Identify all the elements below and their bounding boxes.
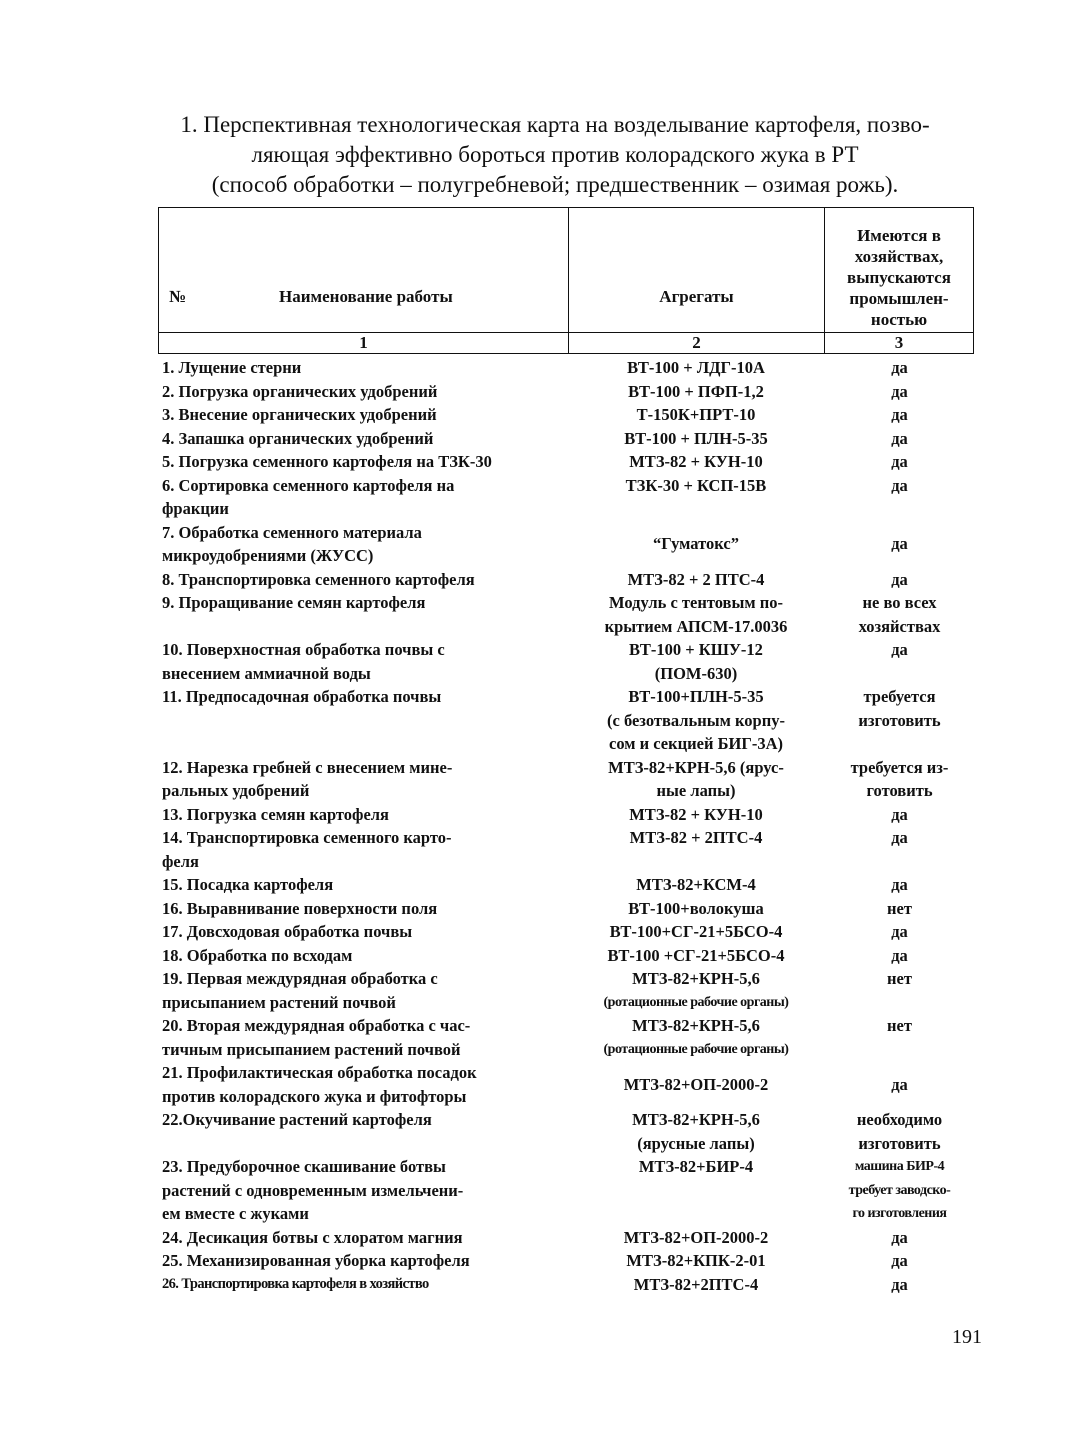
work-name-line: 24. Десикация ботвы с хлоратом магния xyxy=(162,1227,463,1247)
aggregate xyxy=(565,427,827,451)
availability-line: да xyxy=(891,828,908,847)
availability xyxy=(827,897,972,921)
availability-line: да xyxy=(891,945,908,965)
work-name xyxy=(160,1249,565,1273)
work-name-line: 17. Довсходовая обработка почвы xyxy=(162,922,413,941)
availability xyxy=(827,474,972,521)
work-name-line: 4. Запашка органических удобрений xyxy=(162,428,434,448)
work-name-line: 3. Внесение органических удобрений xyxy=(162,405,437,424)
availability xyxy=(827,685,972,756)
availability xyxy=(827,873,972,897)
aggregate xyxy=(565,380,827,404)
availability xyxy=(827,532,972,556)
availability xyxy=(827,1014,972,1061)
aggregate-line: ВТ-100 +СГ-21+5БСО-4 xyxy=(607,945,785,965)
availability-line: изготовить xyxy=(858,1133,941,1153)
availability-line: да xyxy=(891,804,908,824)
availability-line: да xyxy=(891,475,908,495)
availability-line: да xyxy=(891,640,908,659)
availability-line: хозяйствах xyxy=(858,616,941,636)
aggregate-line: Т-150К+ПРТ-10 xyxy=(636,405,756,424)
table-row xyxy=(160,521,972,568)
aggregate xyxy=(565,403,827,427)
header-number: № xyxy=(169,286,187,306)
column-number-1: 1 xyxy=(159,332,569,353)
aggregate xyxy=(565,1273,827,1297)
availability xyxy=(827,427,972,451)
availability xyxy=(827,1073,972,1097)
availability xyxy=(827,756,972,803)
header-available-line: Имеются в xyxy=(857,225,941,245)
availability-line: да xyxy=(891,428,908,448)
availability xyxy=(827,450,972,474)
work-name-line: присыпанием растений почвой xyxy=(162,992,396,1012)
work-name xyxy=(160,356,565,380)
work-name xyxy=(160,803,565,827)
availability-line: да xyxy=(891,381,908,401)
availability-line: требует заводско- xyxy=(848,1182,951,1198)
work-name-line: внесением аммиачной воды xyxy=(162,663,371,683)
work-name-line: 19. Первая междурядная обработка с xyxy=(162,969,438,988)
table-row xyxy=(160,685,972,756)
availability-line: требуется xyxy=(863,687,936,706)
availability xyxy=(827,356,972,380)
work-name xyxy=(160,967,565,1014)
header-aggregates-cell xyxy=(569,208,825,333)
availability-line: да xyxy=(891,1227,908,1247)
aggregate xyxy=(565,474,827,521)
header-available-line: ностью xyxy=(870,309,928,329)
header-available-line: выпускаются xyxy=(847,267,951,287)
aggregate-line: МТЗ-82+КРН-5,6 (ярус- xyxy=(608,757,784,777)
title-line-1: 1. Перспективная технологическая карта на возделывание картофеля, позво- xyxy=(180,112,930,137)
work-name xyxy=(160,1226,565,1250)
work-name xyxy=(160,380,565,404)
aggregate-line: МТЗ-82 + КУН-10 xyxy=(629,804,763,824)
work-name xyxy=(160,1014,565,1061)
work-name xyxy=(160,450,565,474)
work-name-line: 10. Поверхностная обработка почвы с xyxy=(162,640,445,659)
aggregate xyxy=(565,1155,827,1226)
availability xyxy=(827,826,972,873)
availability xyxy=(827,803,972,827)
table-row xyxy=(160,450,972,474)
aggregate xyxy=(565,826,827,873)
availability-line: нет xyxy=(887,969,912,988)
availability-line: нет xyxy=(887,898,912,918)
availability-line: да xyxy=(891,1251,908,1270)
work-name xyxy=(160,897,565,921)
availability-line: да xyxy=(891,569,908,589)
availability xyxy=(827,944,972,968)
aggregate-line: ные лапы) xyxy=(656,781,736,800)
aggregate xyxy=(565,897,827,921)
aggregate-line: ВТ-100 + ПЛН-5-35 xyxy=(624,428,768,448)
aggregate xyxy=(565,920,827,944)
availability-line: машина БИР-4 xyxy=(854,1159,945,1174)
table-row xyxy=(160,756,972,803)
availability-line: да xyxy=(891,405,908,424)
aggregate-line: ВТ-100 + КШУ-12 xyxy=(629,640,763,659)
aggregate-line: крытием АПСМ-17.0036 xyxy=(604,616,788,636)
title-line-3: (способ обработки – полугребневой; предшественник – озимая рожь). xyxy=(211,172,899,197)
work-name-line: 16. Выравнивание поверхности поля xyxy=(162,898,438,918)
work-name xyxy=(160,474,565,521)
availability-line: изготовить xyxy=(858,710,941,730)
table-header xyxy=(158,207,974,354)
aggregate-line: МТЗ-82 + 2 ПТС-4 xyxy=(627,569,765,589)
aggregate xyxy=(565,1073,827,1097)
header-available-cell xyxy=(825,208,974,333)
availability xyxy=(827,1226,972,1250)
table-row xyxy=(160,568,972,592)
table-row xyxy=(160,944,972,968)
work-name-line: 22.Окучивание растений картофеля xyxy=(162,1110,432,1129)
table-row xyxy=(160,803,972,827)
table-row xyxy=(160,474,972,521)
availability-line: да xyxy=(891,1074,908,1094)
work-name xyxy=(160,920,565,944)
work-name xyxy=(160,1273,565,1297)
aggregate xyxy=(565,532,827,556)
availability-line: го изготовления xyxy=(852,1206,947,1221)
table-row xyxy=(160,380,972,404)
aggregate xyxy=(565,638,827,685)
availability-line: да xyxy=(891,922,908,941)
table-row xyxy=(160,591,972,638)
availability-line: да xyxy=(891,452,908,471)
work-name-line: 13. Погрузка семян картофеля xyxy=(162,804,389,824)
availability-line: необходимо xyxy=(856,1110,943,1129)
work-name xyxy=(160,638,565,685)
availability xyxy=(827,1155,972,1226)
aggregate-line: МТЗ-82+2ПТС-4 xyxy=(633,1274,759,1294)
table-row xyxy=(160,1249,972,1273)
availability xyxy=(827,568,972,592)
work-name-line: ем вместе с жуками xyxy=(162,1204,309,1223)
work-name-line: ральных удобрений xyxy=(162,781,310,800)
aggregate xyxy=(565,685,827,756)
work-name-line: против колорадского жука и фитофторы xyxy=(162,1086,467,1106)
column-number-2: 2 xyxy=(569,332,825,353)
aggregate-line: МТЗ-82+КСМ-4 xyxy=(636,875,756,894)
header-available-line: промышлен- xyxy=(849,288,949,308)
work-name xyxy=(160,568,565,592)
aggregate-line: МТЗ-82+КРН-5,6 xyxy=(632,1110,760,1129)
aggregate xyxy=(565,967,827,1014)
header-available xyxy=(825,225,973,332)
work-name-line: 12. Нарезка гребней с внесением мине- xyxy=(162,757,453,777)
work-name xyxy=(160,826,565,873)
work-name xyxy=(160,1061,565,1108)
aggregate-line: ВТ-100 + ЛДГ-10А xyxy=(627,358,765,377)
work-name-line: 5. Погрузка семенного картофеля на ТЗК-30 xyxy=(162,452,492,471)
table-row xyxy=(160,1155,972,1226)
availability xyxy=(827,1249,972,1273)
table-row xyxy=(160,427,972,451)
availability-line: не во всех xyxy=(862,593,937,612)
aggregate-line: сом и секцией БИГ-3А) xyxy=(609,734,783,753)
work-name-line: 25. Механизированная уборка картофеля xyxy=(162,1251,470,1270)
work-name-line: 6. Сортировка семенного картофеля на xyxy=(162,475,455,495)
aggregate-line: МТЗ-82 + 2ПТС-4 xyxy=(629,828,763,847)
column-number-3: 3 xyxy=(825,332,974,353)
table-row xyxy=(160,826,972,873)
work-name-line: тичным присыпанием растений почвой xyxy=(162,1039,461,1059)
aggregate-line: МТЗ-82+ОП-2000-2 xyxy=(623,1074,769,1094)
work-name xyxy=(160,521,565,568)
aggregate-line: ВТ-100+волокуша xyxy=(628,898,764,918)
aggregate-line: ВТ-100+СГ-21+5БСО-4 xyxy=(609,922,783,941)
table-row xyxy=(160,356,972,380)
aggregate xyxy=(565,591,827,638)
work-name-line: микроудобрениями (ЖУСС) xyxy=(162,546,374,565)
work-name-line: 2. Погрузка органических удобрений xyxy=(162,381,438,401)
availability xyxy=(827,967,972,1014)
aggregate-line: (ротационные рабочие органы) xyxy=(603,994,789,1010)
aggregate xyxy=(565,1249,827,1273)
aggregate-line: Модуль с тентовым по- xyxy=(609,593,783,612)
availability-line: да xyxy=(891,534,908,554)
table-row xyxy=(160,967,972,1014)
availability xyxy=(827,920,972,944)
work-name-line: 26. Транспортировка картофеля в хозяйство xyxy=(162,1275,429,1292)
availability-line: готовить xyxy=(866,781,933,800)
aggregate xyxy=(565,1226,827,1250)
work-name xyxy=(160,1155,565,1226)
header-name-cell xyxy=(159,208,569,333)
work-name xyxy=(160,685,565,756)
work-name xyxy=(160,403,565,427)
table-row xyxy=(160,1061,972,1108)
aggregate-line: “Гуматокс” xyxy=(653,534,739,554)
work-name-line: фракции xyxy=(162,499,229,518)
table-row xyxy=(160,1014,972,1061)
availability-line: требуется из- xyxy=(850,757,949,777)
availability-line: да xyxy=(891,358,908,377)
availability xyxy=(827,638,972,685)
aggregate-line: (ПОМ-630) xyxy=(654,663,738,683)
work-name xyxy=(160,873,565,897)
work-name xyxy=(160,756,565,803)
aggregate xyxy=(565,1014,827,1061)
work-name-line: 15. Посадка картофеля xyxy=(162,875,334,894)
work-name xyxy=(160,427,565,451)
aggregate xyxy=(565,756,827,803)
work-name-line: 23. Предуборочное скашивание ботвы xyxy=(162,1157,446,1176)
table-row xyxy=(160,1226,972,1250)
table-row xyxy=(160,638,972,685)
aggregate-line: (ротационные рабочие органы) xyxy=(603,1041,789,1057)
availability-line: да xyxy=(891,875,908,894)
availability-line: нет xyxy=(887,1016,912,1035)
aggregate-line: (ярусные лапы) xyxy=(637,1133,755,1153)
table-row xyxy=(160,873,972,897)
work-name-line: 11. Предпосадочная обработка почвы xyxy=(162,687,442,706)
aggregate-line: МТЗ-82 + КУН-10 xyxy=(629,452,763,471)
work-name-line: 8. Транспортировка семенного картофеля xyxy=(162,569,475,589)
work-name-line: 7. Обработка семенного материала xyxy=(162,522,422,542)
availability xyxy=(827,1273,972,1297)
table-row xyxy=(160,403,972,427)
aggregate-line: ВТ-100 + ПФП-1,2 xyxy=(628,381,764,401)
aggregate xyxy=(565,450,827,474)
work-name xyxy=(160,944,565,968)
aggregate xyxy=(565,356,827,380)
work-name-line: растений с одновременным измельчени- xyxy=(162,1180,464,1200)
aggregate-line: ВТ-100+ПЛН-5-35 xyxy=(628,687,764,706)
aggregate xyxy=(565,568,827,592)
availability xyxy=(827,380,972,404)
work-name-line: 18. Обработка по всходам xyxy=(162,945,353,965)
header-work-name: Наименование работы xyxy=(279,286,453,306)
availability xyxy=(827,591,972,638)
aggregate-line: МТЗ-82+БИР-4 xyxy=(638,1157,754,1176)
document-title xyxy=(150,110,960,200)
availability-line: да xyxy=(891,1274,908,1294)
table-body xyxy=(160,356,972,1296)
table-row xyxy=(160,1108,972,1155)
table-row xyxy=(160,920,972,944)
aggregate-line: (с безотвальным корпу- xyxy=(607,710,785,730)
aggregate-line: МТЗ-82+КРН-5,6 xyxy=(632,969,760,988)
work-name-line: 9. Проращивание семян картофеля xyxy=(162,593,426,612)
availability xyxy=(827,1108,972,1155)
work-name xyxy=(160,1108,565,1155)
title-line-2: ляющая эффективно бороться против колорадского жука в РТ xyxy=(251,142,859,167)
work-name-line: 21. Профилактическая обработка посадок xyxy=(162,1063,477,1082)
aggregate-line: ТЗК-30 + КСП-15В xyxy=(625,475,767,495)
aggregate-line: МТЗ-82+ОП-2000-2 xyxy=(623,1227,769,1247)
aggregate xyxy=(565,944,827,968)
aggregate-line: МТЗ-82+КПК-2-01 xyxy=(626,1251,766,1270)
work-name-line: 1. Лущение стерни xyxy=(162,358,302,377)
aggregate xyxy=(565,873,827,897)
aggregate-line: МТЗ-82+КРН-5,6 xyxy=(632,1016,760,1035)
header-available-line: хозяйствах, xyxy=(854,246,944,266)
aggregate xyxy=(565,803,827,827)
work-name-line: феля xyxy=(162,851,199,871)
availability xyxy=(827,403,972,427)
work-name xyxy=(160,591,565,638)
aggregate xyxy=(565,1108,827,1155)
header-aggregates: Агрегаты xyxy=(659,286,734,306)
table-row xyxy=(160,1273,972,1297)
table-row xyxy=(160,897,972,921)
work-name-line: 20. Вторая междурядная обработка с час- xyxy=(162,1016,471,1035)
work-name-line: 14. Транспортировка семенного карто- xyxy=(162,828,452,847)
page-number: 191 xyxy=(952,1326,982,1348)
